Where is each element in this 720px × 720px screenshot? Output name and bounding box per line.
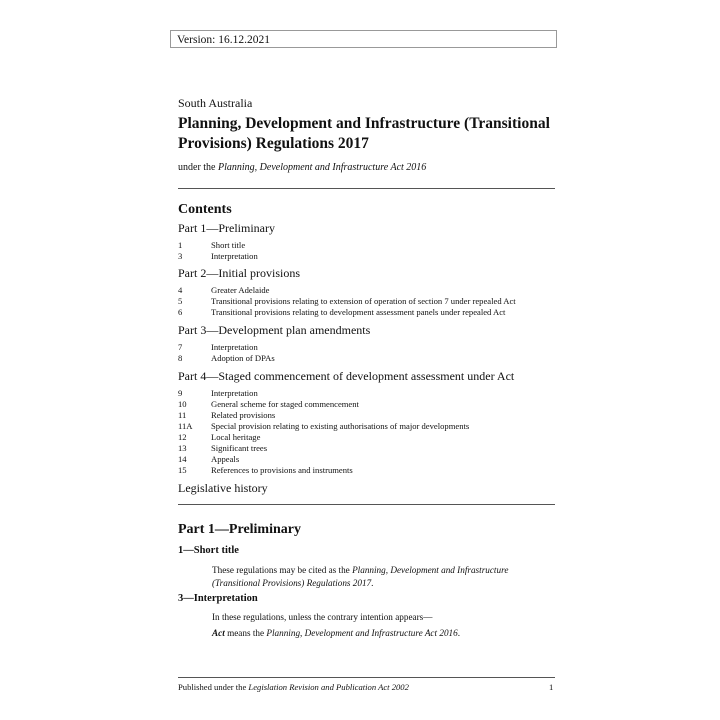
toc-item[interactable] bbox=[178, 353, 275, 364]
toc-part-1[interactable]: Part 1—Preliminary bbox=[178, 221, 275, 235]
toc-item[interactable] bbox=[178, 410, 275, 421]
page-number: 1 bbox=[549, 682, 554, 692]
toc-num: 12 bbox=[178, 432, 187, 442]
version-label: Version: 16.12.2021 bbox=[177, 34, 270, 46]
toc-text: Transitional provisions relating to development assessment panels under repealed Act bbox=[211, 307, 506, 317]
toc-part-3[interactable]: Part 3—Development plan amendments bbox=[178, 323, 371, 337]
section-1-suffix: . bbox=[371, 578, 374, 588]
toc-part-4[interactable]: Part 4—Staged commencement of development assessment under Act bbox=[178, 369, 515, 383]
toc-item[interactable] bbox=[178, 399, 359, 410]
section-1-text bbox=[212, 564, 552, 590]
toc-text: Special provision relating to existing authorisations of major developments bbox=[211, 421, 470, 431]
footer-text bbox=[178, 682, 409, 692]
toc-item[interactable] bbox=[178, 388, 258, 399]
toc-num: 8 bbox=[178, 353, 183, 363]
toc-text: Interpretation bbox=[211, 251, 258, 261]
toc-item[interactable] bbox=[178, 454, 239, 465]
toc-text: Adoption of DPAs bbox=[211, 353, 275, 363]
toc-item[interactable] bbox=[178, 465, 353, 476]
toc-text: Appeals bbox=[211, 454, 240, 464]
toc-item[interactable] bbox=[178, 296, 516, 307]
toc-text: Local heritage bbox=[211, 432, 261, 442]
toc-num: 11 bbox=[178, 410, 187, 420]
toc-num: 10 bbox=[178, 399, 187, 409]
toc-part-2[interactable]: Part 2—Initial provisions bbox=[178, 266, 300, 280]
document-title: Planning, Development and Infrastructure (Transitional Provisions) Regulations 2017 bbox=[178, 115, 550, 152]
toc-legislative-history[interactable]: Legislative history bbox=[178, 481, 268, 495]
toc-item[interactable] bbox=[178, 342, 258, 353]
toc-text: Related provisions bbox=[211, 410, 276, 420]
toc-item[interactable] bbox=[178, 251, 258, 262]
toc-text: References to provisions and instruments bbox=[211, 465, 353, 475]
toc-text: Greater Adelaide bbox=[211, 285, 270, 295]
toc-num: 7 bbox=[178, 342, 183, 352]
section-3-definition bbox=[212, 627, 552, 640]
toc-num: 15 bbox=[178, 465, 187, 475]
toc-text: Short title bbox=[211, 240, 246, 250]
definition-end: . bbox=[457, 628, 461, 638]
toc-text: Transitional provisions relating to extension of operation of section 7 under repealed Act bbox=[211, 296, 516, 306]
definition-act: Planning, Development and Infrastructure Act 2016 bbox=[266, 628, 458, 638]
section-1-prefix: These regulations may be cited as the bbox=[212, 565, 353, 575]
toc-text: Interpretation bbox=[211, 388, 258, 398]
toc-text: Interpretation bbox=[211, 342, 258, 352]
footer-divider bbox=[178, 677, 555, 678]
footer-prefix: Published under the bbox=[178, 682, 249, 692]
footer-act: Legislation Revision and Publication Act 2002 bbox=[248, 682, 409, 692]
contents-heading: Contents bbox=[178, 202, 232, 217]
section-3-intro: In these regulations, unless the contrary intention appears— bbox=[212, 612, 433, 622]
version-box bbox=[170, 30, 557, 48]
toc-num: 9 bbox=[178, 388, 183, 398]
toc-item[interactable] bbox=[178, 285, 269, 296]
section-1-title: 1—Short title bbox=[178, 545, 239, 556]
definition-mid: means the bbox=[224, 628, 267, 638]
under-act: Planning, Development and Infrastructure Act 2016 bbox=[218, 162, 427, 173]
toc-text: Significant trees bbox=[211, 443, 268, 453]
toc-item[interactable] bbox=[178, 421, 469, 432]
toc-num: 14 bbox=[178, 454, 187, 464]
toc-item[interactable] bbox=[178, 432, 260, 443]
toc-num: 11A bbox=[178, 421, 193, 431]
divider bbox=[178, 188, 555, 189]
definition-term: Act bbox=[212, 628, 225, 638]
toc-num: 3 bbox=[178, 251, 183, 261]
section-3-title: 3—Interpretation bbox=[178, 593, 258, 604]
toc-num: 1 bbox=[178, 240, 183, 250]
toc-num: 4 bbox=[178, 285, 183, 295]
body-part-heading: Part 1—Preliminary bbox=[178, 522, 301, 537]
toc-item[interactable] bbox=[178, 240, 245, 251]
enabling-act-line bbox=[178, 162, 426, 173]
section-1-italic: Planning, Development and Infrastructure (Transitional Provisions) Regulations 2017 bbox=[212, 565, 509, 588]
toc-num: 6 bbox=[178, 307, 183, 317]
toc-item[interactable] bbox=[178, 307, 505, 318]
under-prefix: under the bbox=[178, 162, 218, 173]
toc-num: 5 bbox=[178, 296, 183, 306]
toc-item[interactable] bbox=[178, 443, 267, 454]
divider bbox=[178, 504, 555, 505]
toc-num: 13 bbox=[178, 443, 187, 453]
toc-text: General scheme for staged commencement bbox=[211, 399, 359, 409]
jurisdiction: South Australia bbox=[178, 96, 253, 110]
